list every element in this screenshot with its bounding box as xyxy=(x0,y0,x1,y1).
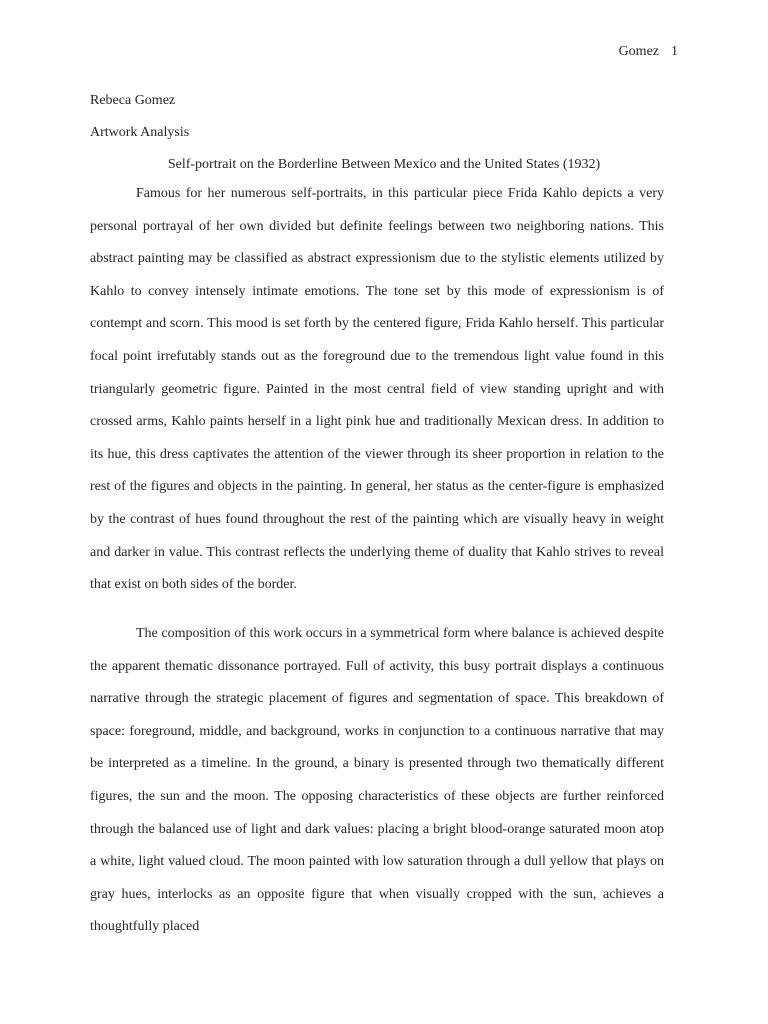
running-header xyxy=(619,44,678,60)
body-paragraph: The composition of this work occurs in a symmetrical form where balance is achieved despite the apparent thematic dissonance portrayed. Full of activity, this busy portrait displays a continuous narrative through the strategic placement of figures and segmentation of space. This breakdown of space: foreground, middle, and background, works in conjunction to a continuous narrative that may be interpreted as a timeline. In the ground, a binary is presented through two thematically different figures, the sun and the moon. The opposing characteristics of these objects are further reinforced through the balanced use of light and dark values: placing a bright blood-orange saturated moon atop a white, light valued cloud. The moon painted with low saturation through a dull yellow that plays on gray hues, interlocks as an opposite figure that when visually cropped with the sun, achieves a thoughtfully placed xyxy=(90,626,664,935)
page-number: 1 xyxy=(671,44,678,59)
header-surname: Gomez xyxy=(618,44,659,59)
assignment-name: Artwork Analysis xyxy=(90,125,190,140)
essay-title: Self-portrait on the Borderline Between Mexico and the United States (1932) xyxy=(167,157,601,172)
author-name: Rebeca Gomez xyxy=(90,93,176,108)
body-paragraph: Famous for her numerous self-portraits, in this particular piece Frida Kahlo depicts a very personal portrayal of her own divided but definite feelings between two neighboring nations. This abstract painting may be classified as abstract expressionism due to the stylistic elements utilized by Kahlo to convey intensely intimate emotions. The tone set by this mode of expressionism is of contempt and scorn. This mood is set forth by the centered figure, Frida Kahlo herself. This particular focal point irrefutably stands out as the foreground due to the tremendous light value found in this triangularly geometric figure. Painted in the most central field of view standing upright and with crossed arms, Kahlo paints herself in a light pink hue and traditionally Mexican dress. In addition to its hue, this dress captivates the attention of the viewer through its sheer proportion in relation to the rest of the figures and objects in the painting. In general, her status as the center-figure is emphasized by the contrast of hues found throughout the rest of the painting which are visually heavy in weight and darker in value. This contrast reflects the underlying theme of duality that Kahlo strives to reveal that exist on both sides of the border. xyxy=(90,186,664,593)
